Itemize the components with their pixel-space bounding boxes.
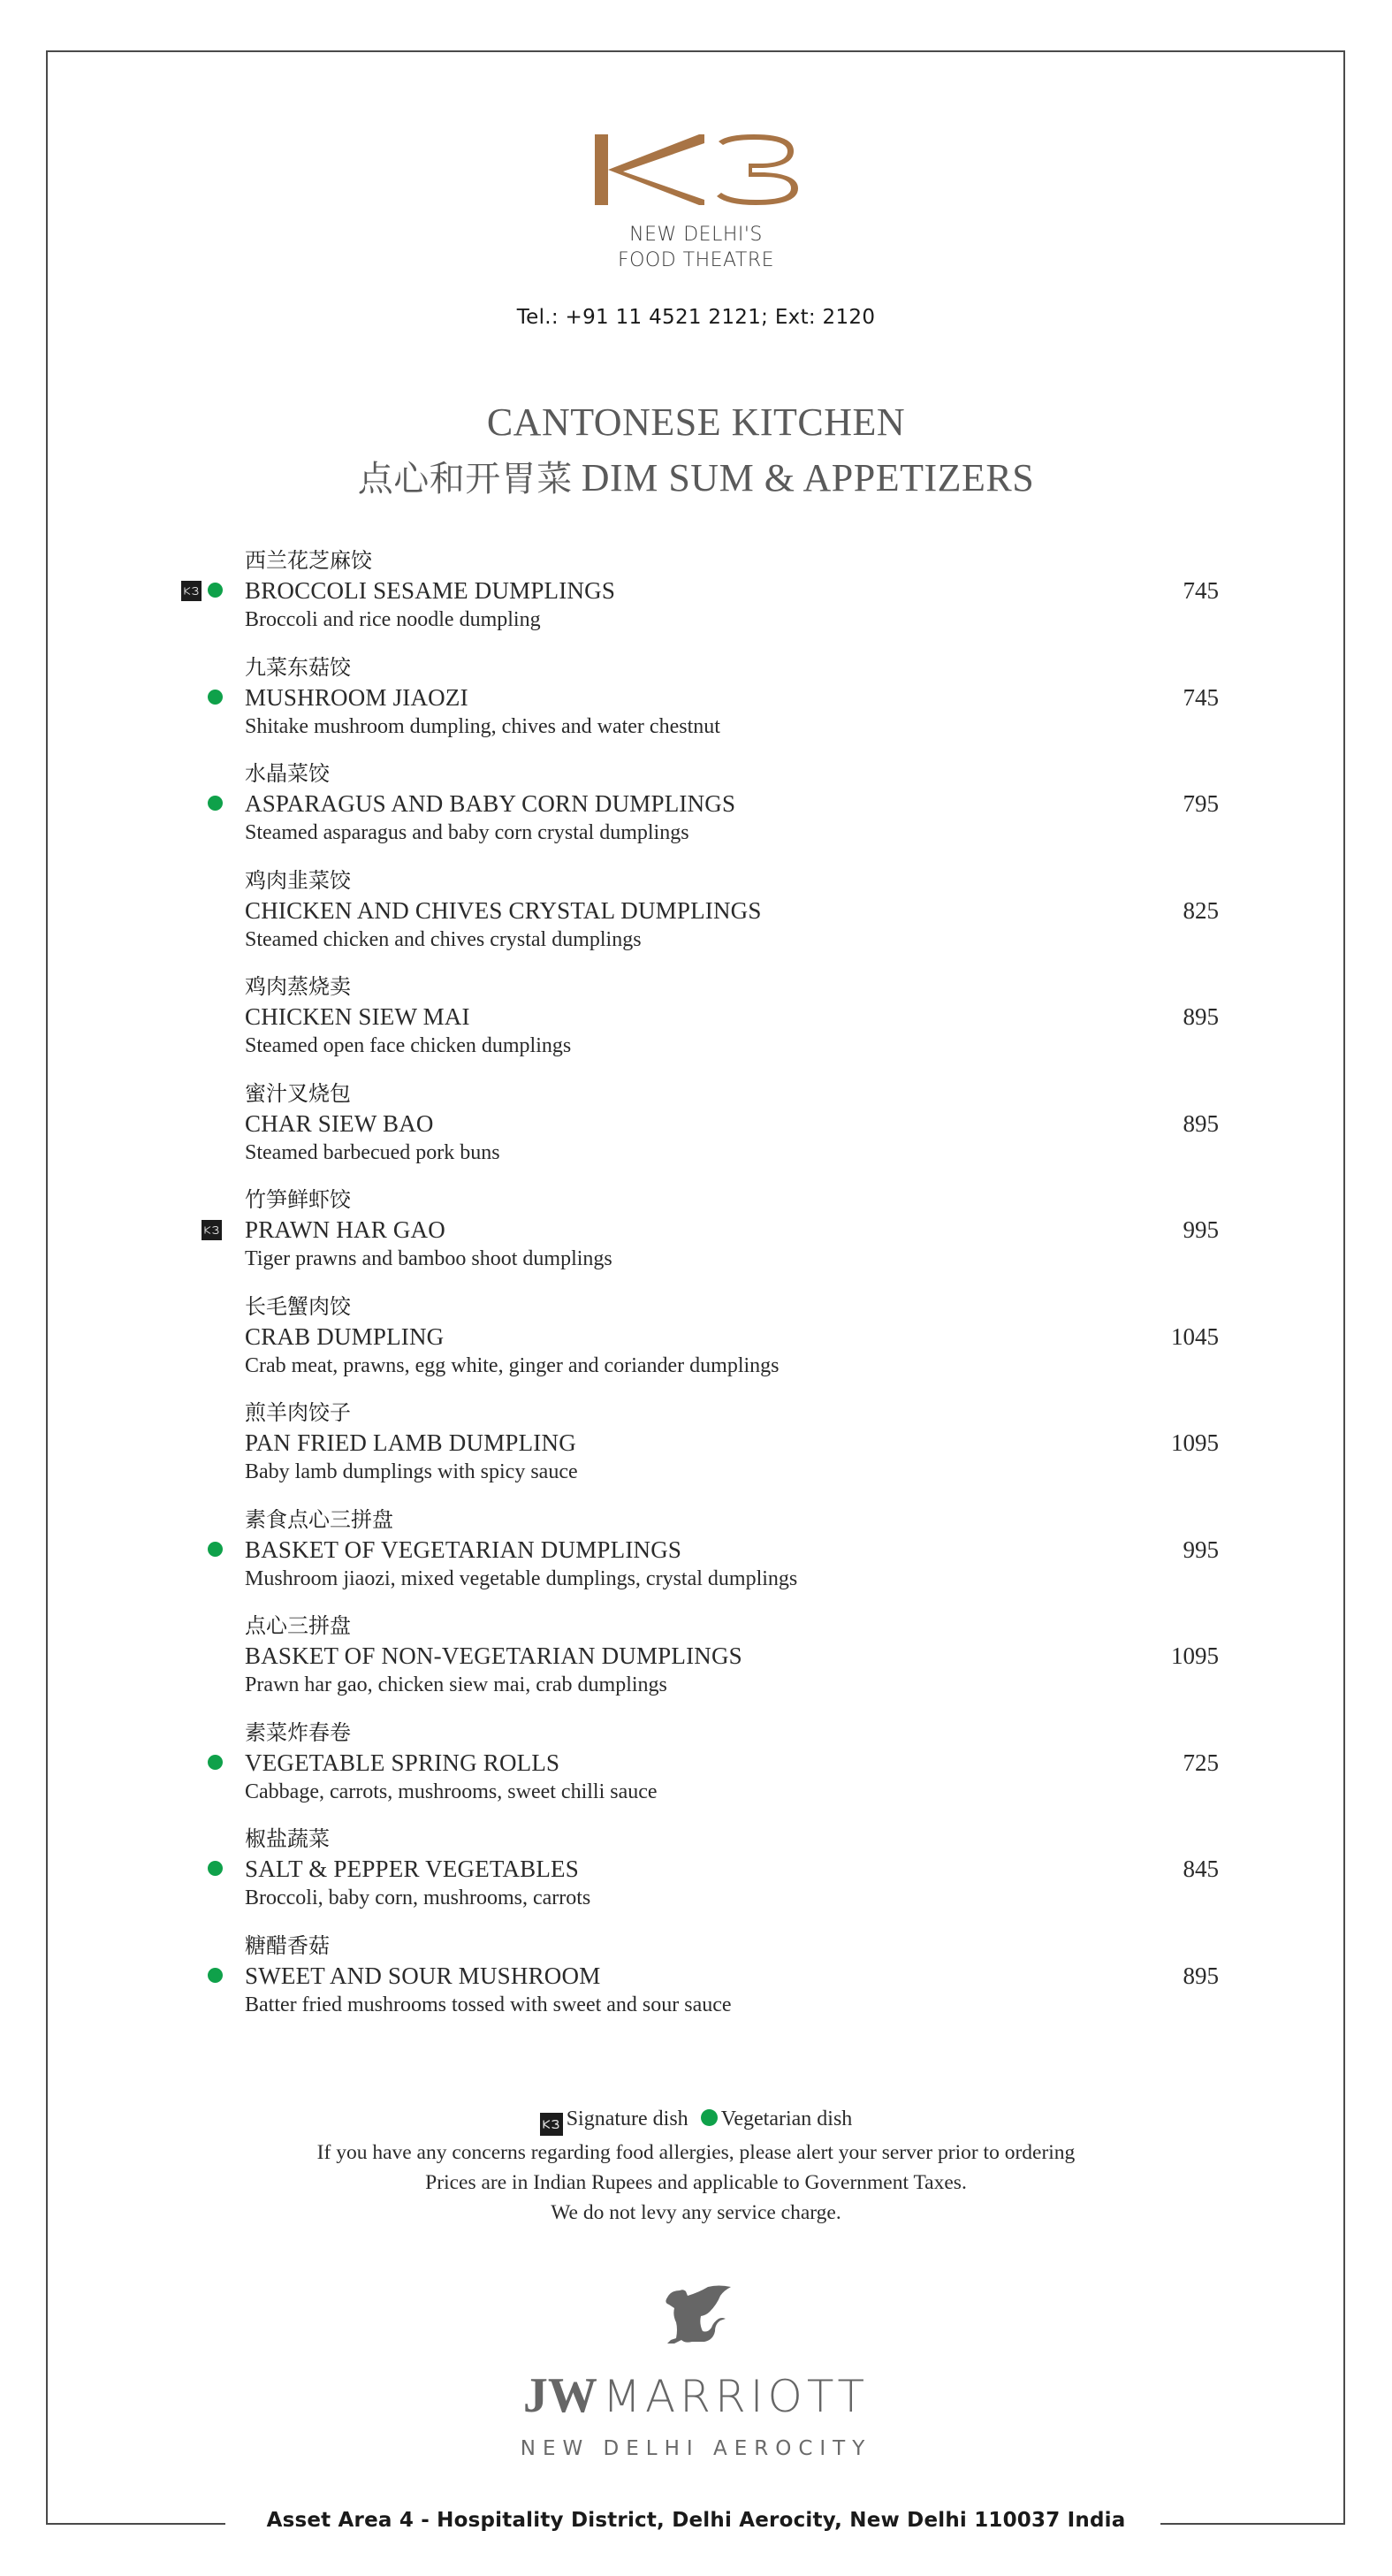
- menu-item: [0, 1505, 1392, 1612]
- item-name-zh: 素食点心三拼盘: [245, 1506, 393, 1532]
- item-price: 1095: [1171, 1429, 1219, 1456]
- legend-signature-label: Signature dish: [566, 2107, 688, 2130]
- item-price: 1095: [1171, 1642, 1219, 1669]
- jw-marriott-logo: [0, 2285, 1392, 2460]
- vegetarian-dot-icon: [208, 1861, 223, 1876]
- telephone: Tel.: +91 11 4521 2121; Ext: 2120: [516, 306, 876, 329]
- item-price: 745: [1183, 577, 1219, 604]
- allergy-note: If you have any concerns regarding food allergies, please alert your server prior to ordering: [316, 2141, 1076, 2164]
- item-price: 895: [1183, 1109, 1219, 1137]
- item-description: Broccoli and rice noodle dumpling: [245, 608, 541, 631]
- hotel-location: NEW DELHI AEROCITY: [520, 2437, 872, 2460]
- item-description: Prawn har gao, chicken siew mai, crab dumplings: [245, 1673, 667, 1696]
- item-title: BROCCOLI SESAME DUMPLINGS: [245, 577, 616, 604]
- green-dot-icon: [701, 2109, 718, 2126]
- item-name-zh: 竹笋鲜虾饺: [245, 1187, 351, 1212]
- menu-item: [0, 546, 1392, 653]
- k3-tagline: [0, 222, 1392, 273]
- item-name-zh: 九菜东菇饺: [245, 654, 351, 680]
- item-title: CHAR SIEW BAO: [245, 1109, 434, 1137]
- item-price: 1045: [1171, 1322, 1219, 1350]
- k3-signature-icon: [181, 581, 202, 601]
- menu-item: [0, 866, 1392, 973]
- item-description: Tiger prawns and bamboo shoot dumplings: [245, 1247, 612, 1270]
- item-price: 995: [1183, 1536, 1219, 1563]
- item-name-zh: 椒盐蔬菜: [245, 1826, 330, 1851]
- griffin-icon: [657, 2285, 736, 2349]
- item-description: Steamed asparagus and baby corn crystal dumplings: [245, 821, 689, 844]
- footer-notes: [0, 2138, 1392, 2228]
- item-title: CRAB DUMPLING: [245, 1322, 445, 1350]
- item-name-zh: 煎羊肉饺子: [245, 1400, 351, 1425]
- vegetarian-dot-icon: [208, 1542, 223, 1557]
- menu-item: [0, 1719, 1392, 1825]
- menu-list: [0, 546, 1392, 2038]
- item-name-zh: 鸡肉蒸烧卖: [245, 974, 351, 999]
- item-title: PAN FRIED LAMB DUMPLING: [245, 1429, 576, 1456]
- k3-signature-icon: [202, 1220, 222, 1240]
- k3-signature-icon: [540, 2113, 563, 2136]
- item-name-zh: 素菜炸春卷: [245, 1719, 351, 1745]
- item-description: Batter fried mushrooms tossed with sweet and sour sauce: [245, 1993, 732, 2016]
- hotel-name-jw: JW: [522, 2368, 597, 2423]
- legend-vegetarian-label: Vegetarian dish: [720, 2107, 853, 2130]
- section-title: CANTONESE KITCHEN: [486, 400, 906, 444]
- item-title: SWEET AND SOUR MUSHROOM: [245, 1962, 601, 1989]
- tagline-line-2: FOOD THEATRE: [617, 249, 775, 271]
- item-description: Mushroom jiaozi, mixed vegetable dumplings, crystal dumplings: [245, 1566, 798, 1590]
- item-price: 745: [1183, 683, 1219, 711]
- item-name-zh: 西兰花芝麻饺: [245, 548, 372, 573]
- tagline-line-1: NEW DELHI'S: [629, 224, 763, 246]
- item-title: BASKET OF VEGETARIAN DUMPLINGS: [245, 1536, 682, 1563]
- item-price: 995: [1183, 1216, 1219, 1243]
- item-description: Steamed open face chicken dumplings: [245, 1034, 572, 1057]
- vegetarian-dot-icon: [208, 690, 223, 705]
- k3-logo: [0, 133, 1392, 273]
- item-title: MUSHROOM JIAOZI: [245, 683, 468, 711]
- menu-item: [0, 1399, 1392, 1505]
- menu-item: [0, 1079, 1392, 1186]
- section-subtitle-zh: 点心和开胃菜: [357, 459, 573, 499]
- vegetarian-dot-icon: [208, 796, 223, 811]
- item-title: CHICKEN SIEW MAI: [245, 1003, 470, 1030]
- item-description: Crab meat, prawns, egg white, ginger and coriander dumplings: [245, 1353, 780, 1377]
- menu-item: [0, 653, 1392, 760]
- item-name-zh: 蜜汁叉烧包: [245, 1080, 351, 1106]
- menu-item: [0, 1612, 1392, 1719]
- item-price: 725: [1183, 1749, 1219, 1776]
- item-name-zh: 糖醋香菇: [245, 1932, 330, 1958]
- item-title: BASKET OF NON-VEGETARIAN DUMPLINGS: [245, 1642, 742, 1669]
- item-title: CHICKEN AND CHIVES CRYSTAL DUMPLINGS: [245, 896, 762, 924]
- vegetarian-dot-icon: [208, 583, 223, 598]
- menu-item: [0, 1825, 1392, 1932]
- vegetarian-dot-icon: [208, 1755, 223, 1770]
- item-title: VEGETABLE SPRING ROLLS: [245, 1749, 560, 1776]
- item-title: SALT & PEPPER VEGETABLES: [245, 1856, 579, 1882]
- menu-item: [0, 1185, 1392, 1292]
- legend: [0, 2107, 1392, 2136]
- item-price: 825: [1183, 896, 1219, 924]
- hotel-address: Asset Area 4 - Hospitality District, Delhi Aerocity, New Delhi 110037 India: [266, 2509, 1126, 2532]
- item-price: 845: [1183, 1856, 1219, 1882]
- item-description: Shitake mushroom dumpling, chives and water chestnut: [245, 714, 720, 738]
- vegetarian-dot-icon: [208, 1968, 223, 1983]
- item-description: Broccoli, baby corn, mushrooms, carrots: [245, 1886, 591, 1909]
- k3-logo-icon: [595, 133, 798, 207]
- section-subtitle: [0, 451, 1392, 501]
- item-title: ASPARAGUS AND BABY CORN DUMPLINGS: [245, 790, 736, 817]
- service-charge-note: We do not levy any service charge.: [551, 2201, 841, 2224]
- hotel-name-marriott: MARRIOTT: [602, 2371, 870, 2422]
- menu-item: [0, 1932, 1392, 2039]
- price-note: Prices are in Indian Rupees and applicable to Government Taxes.: [425, 2171, 967, 2194]
- item-price: 895: [1183, 1003, 1219, 1030]
- section-subtitle-en: DIM SUM & APPETIZERS: [581, 456, 1035, 499]
- item-price: 895: [1183, 1962, 1219, 1989]
- item-price: 795: [1183, 790, 1219, 817]
- item-description: Steamed chicken and chives crystal dumplings: [245, 927, 642, 951]
- item-description: Cabbage, carrots, mushrooms, sweet chilli sauce: [245, 1780, 658, 1803]
- item-title: PRAWN HAR GAO: [245, 1216, 445, 1243]
- item-name-zh: 点心三拼盘: [245, 1613, 351, 1638]
- hotel-name: [0, 2369, 1392, 2423]
- item-name-zh: 长毛蟹肉饺: [245, 1293, 351, 1319]
- menu-item: [0, 972, 1392, 1079]
- menu-item: [0, 1292, 1392, 1399]
- menu-item: [0, 759, 1392, 866]
- item-description: Baby lamb dumplings with spicy sauce: [245, 1460, 578, 1483]
- item-name-zh: 水晶菜饺: [245, 761, 330, 786]
- item-name-zh: 鸡肉韭菜饺: [245, 867, 351, 893]
- item-description: Steamed barbecued pork buns: [245, 1140, 500, 1164]
